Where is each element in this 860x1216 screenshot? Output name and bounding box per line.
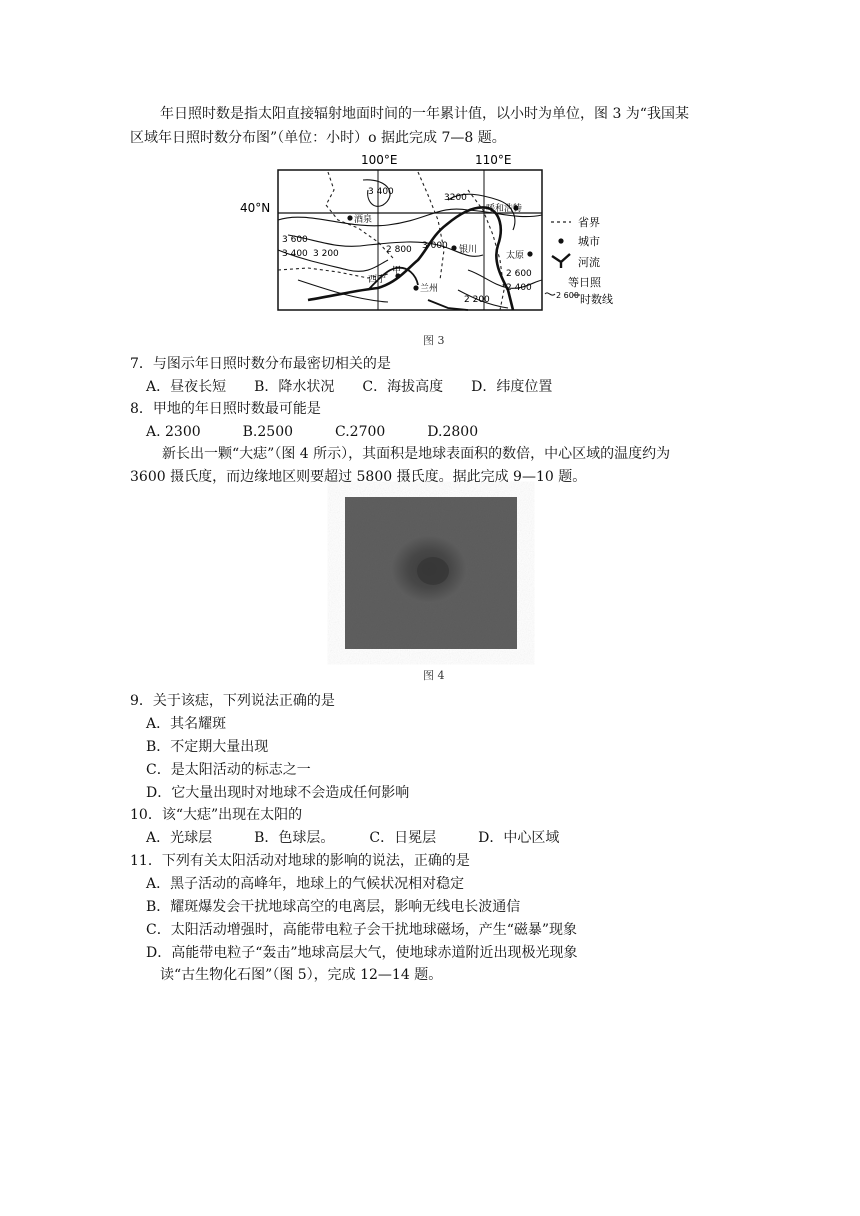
city-lanzhou: 兰州	[420, 284, 439, 294]
legend-isoline-sample: 2 600	[556, 291, 579, 300]
contour-label: 2 600	[506, 269, 532, 279]
lat-label-40: 40°N	[240, 201, 271, 215]
legend-city: 城市	[578, 235, 600, 248]
lon-label-110: 110°E	[475, 153, 512, 167]
question-8-options: A. 2300 B.2500 C.2700 D.2800	[146, 424, 479, 440]
city-jiuquan: 酒泉	[354, 215, 373, 225]
question-10-options: A．光球层 B．色球层。 C．日冕层 D．中心区域	[146, 830, 560, 846]
question-11-option-d: D．高能带电粒子“轰击”地球高层大气，使地球赤道附近出现极光现象	[146, 945, 578, 961]
legend-province-border: 省界	[578, 216, 600, 229]
contour-label: 3 400	[282, 249, 308, 259]
question-9-stem: 9．关于该痣，下列说法正确的是	[130, 693, 335, 709]
question-11-option-a: A．黑子活动的高峰年，地球上的气候状况相对稳定	[146, 876, 465, 892]
legend-isoline-line2: 时数线	[580, 293, 613, 306]
question-9-option-d: D．它大量出现时对地球不会造成任何影响	[146, 785, 410, 801]
sunspot-photo	[345, 497, 517, 649]
legend-river: 河流	[578, 256, 600, 269]
contour-label: 3 600	[282, 235, 308, 245]
city-huhehaote: 呼和浩特	[486, 204, 523, 214]
contour-label: 2 200	[464, 295, 490, 305]
question-8-stem: 8．甲地的年日照时数最可能是	[130, 401, 321, 417]
question-9-option-c: C．是太阳活动的标志之一	[146, 762, 311, 778]
contour-label: 2 800	[386, 245, 412, 255]
question-11-option-b: B．耀斑爆发会干扰地球高空的电离层，影响无线电长波通信	[146, 899, 521, 915]
contour-label: 3 000	[422, 241, 448, 251]
lon-label-100: 100°E	[361, 153, 398, 167]
question-11-option-c: C．太阳活动增强时，高能带电粒子会干扰地球磁场，产生“磁暴”现象	[146, 922, 578, 938]
figure-4-caption: 图 4	[423, 669, 445, 682]
sunshine-hours-map	[240, 150, 620, 320]
question-9-option-a: A．其名耀斑	[146, 716, 227, 732]
intro-text-line: 读“古生物化石图”（图 5），完成 12—14 题。	[160, 967, 443, 983]
city-taiyuan: 太原	[506, 251, 525, 261]
question-7-stem: 7．与图示年日照时数分布最密切相关的是	[130, 356, 391, 372]
figure-3-caption: 图 3	[423, 334, 445, 347]
intro-text-line: 年日照时数是指太阳直接辐射地面时间的一年累计值，以小时为单位，图 3 为“我国某	[160, 106, 689, 122]
question-7-options: A．昼夜长短 B．降水状况 C．海拔高度 D．纬度位置	[146, 379, 553, 395]
intro-text-line: 3600 摄氏度，而边缘地区则要超过 5800 摄氏度。据此完成 9—10 题。	[130, 469, 587, 485]
question-10-stem: 10．该“大痣”出现在太阳的	[130, 807, 303, 823]
question-11-stem: 11．下列有关太阳活动对地球的影响的说法，正确的是	[130, 853, 470, 869]
city-yinchuan: 银川	[459, 245, 478, 255]
contour-label: 3 200	[313, 249, 339, 259]
legend-isoline-line1: 等日照	[568, 276, 601, 289]
intro-text-line: 新长出一颗“大痣”（图 4 所示），其面积是地球表面积的数倍，中心区域的温度约为	[162, 446, 671, 462]
contour-label: 3200	[444, 193, 467, 203]
point-jia-label: 甲	[392, 266, 402, 276]
question-9-option-b: B．不定期大量出现	[146, 739, 269, 755]
city-xining: 西宁	[368, 275, 387, 285]
contour-label: 3 400	[368, 187, 394, 197]
contour-label: 2 400	[506, 283, 532, 293]
map-frame	[278, 170, 542, 310]
intro-text-line: 区域年日照时数分布图”（单位：小时）o 据此完成 7—8 题。	[130, 130, 506, 146]
